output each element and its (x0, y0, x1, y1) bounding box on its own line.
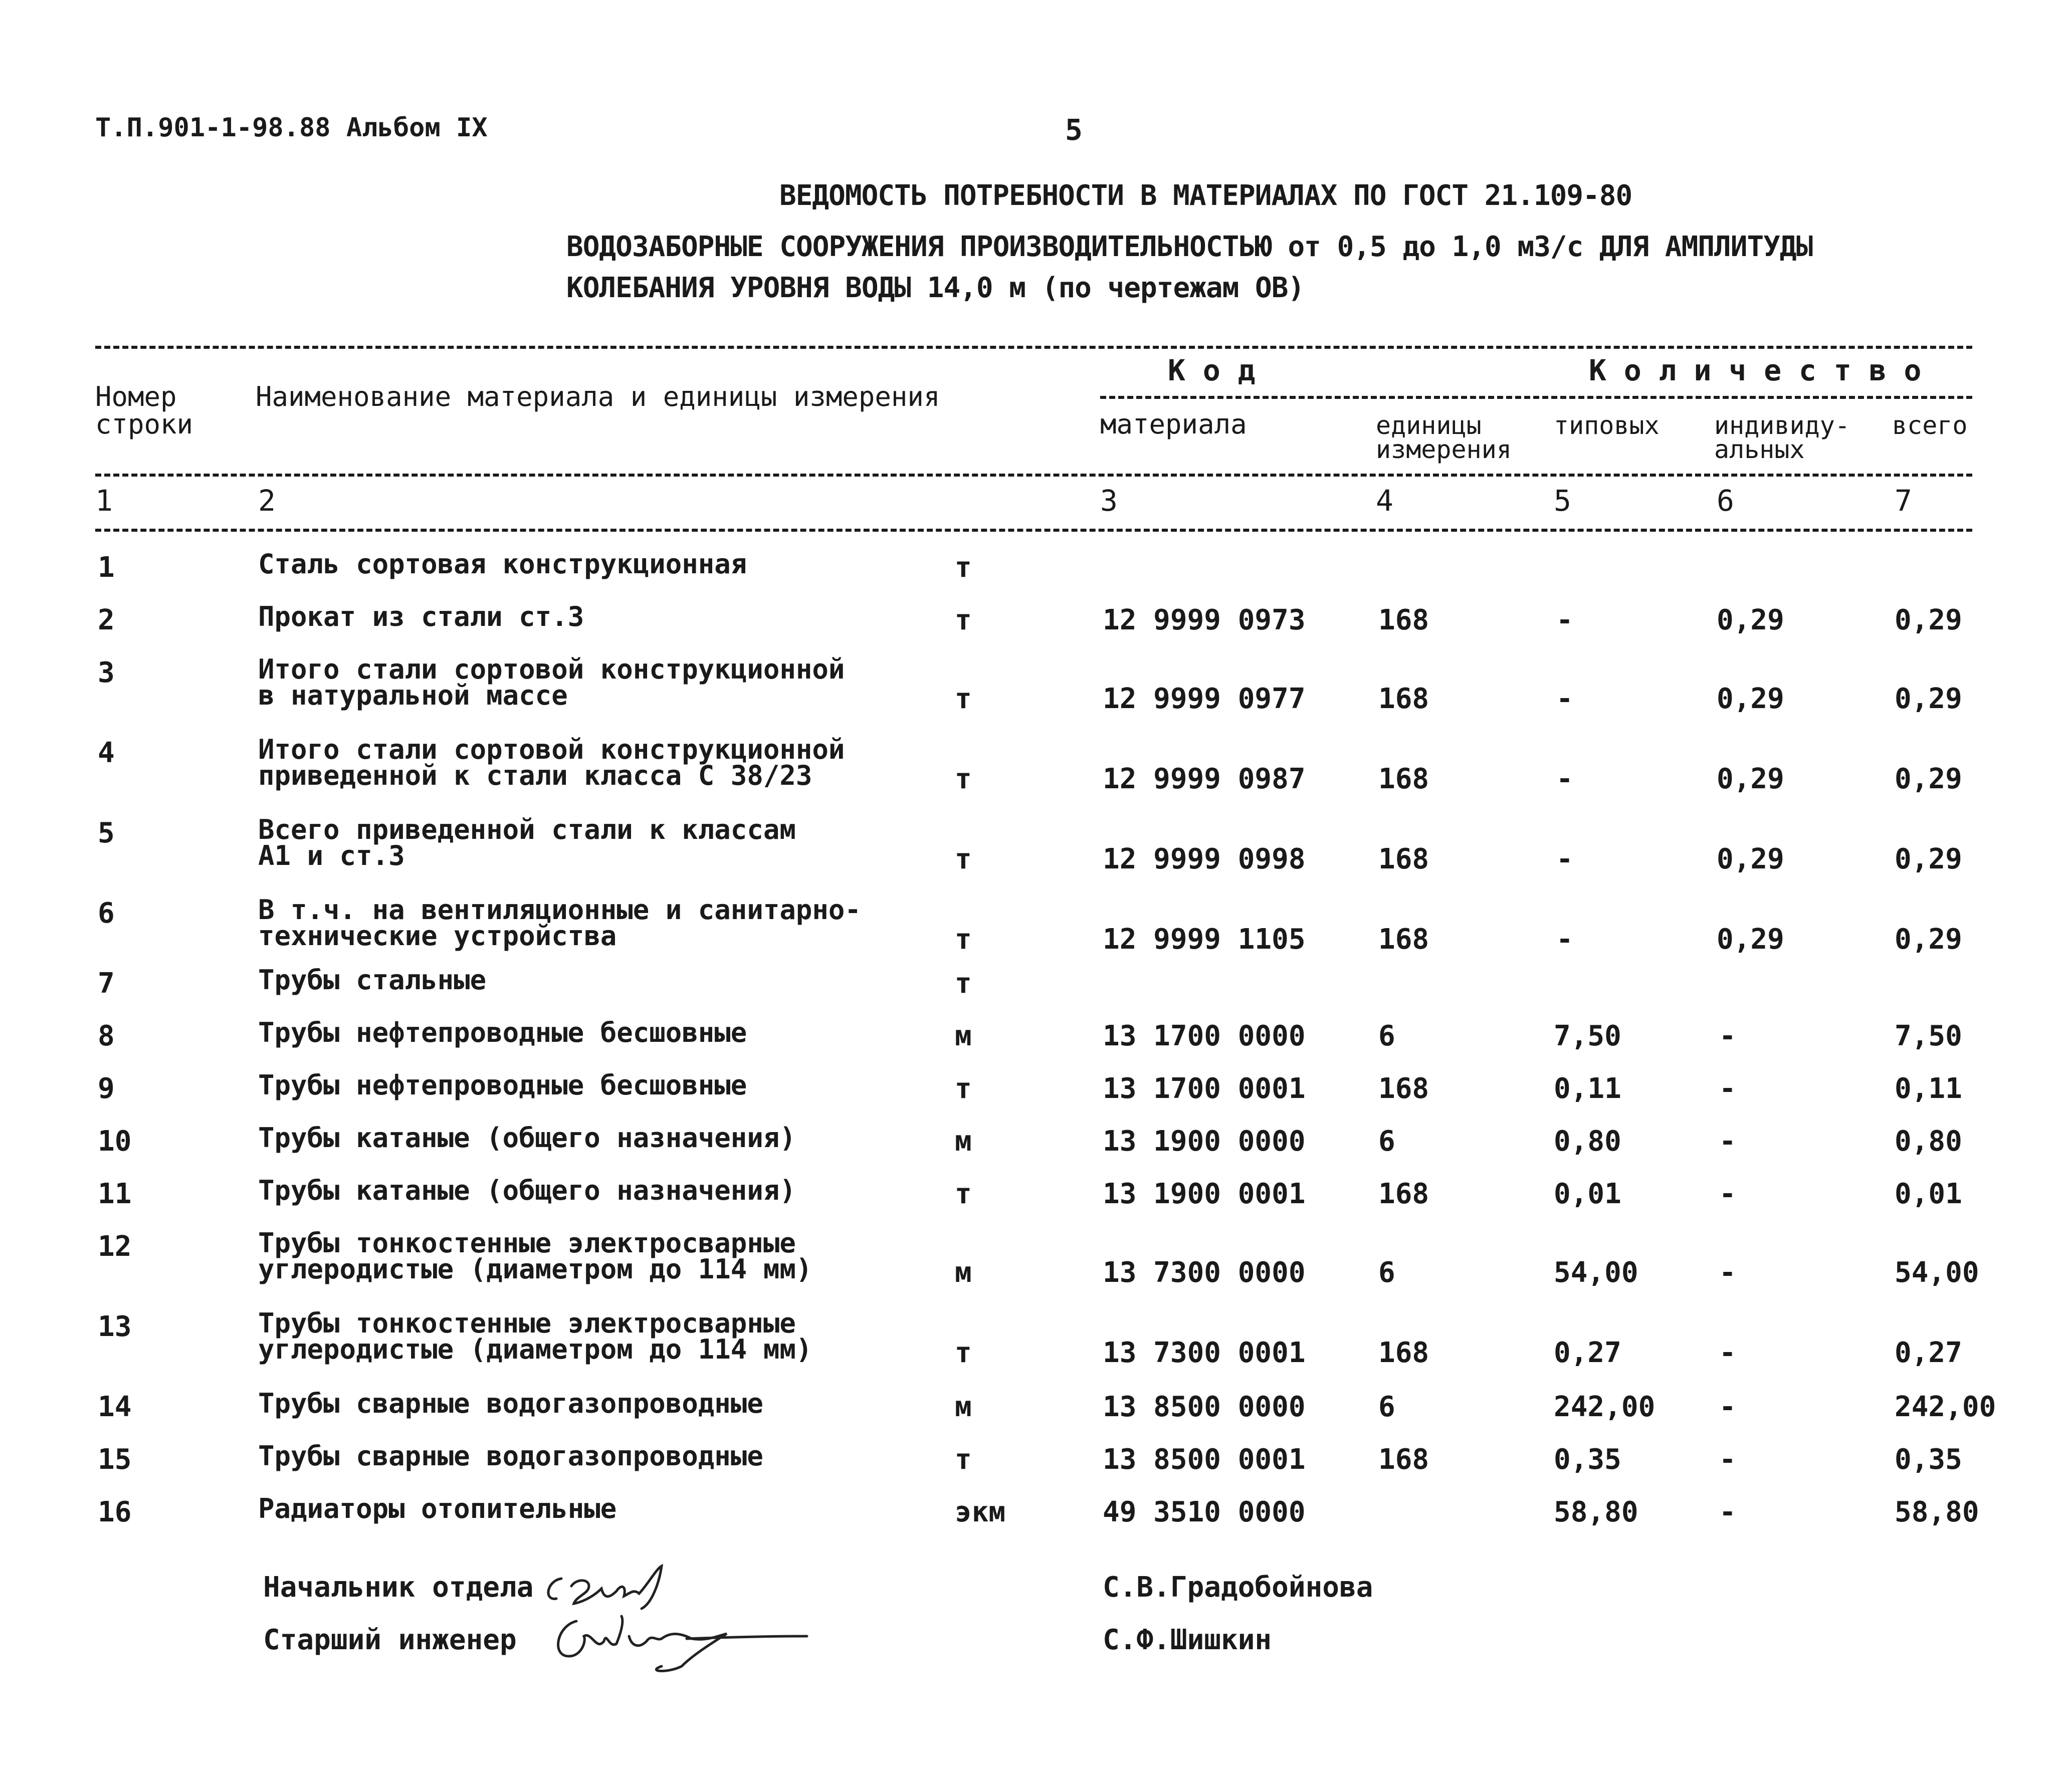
material-code-cell: 13 7300 0000 (1103, 1256, 1306, 1289)
row-number-cell: 1 (98, 551, 115, 584)
header-material-code: материала (1100, 408, 1247, 440)
material-name-line: Всего приведенной стали к классам (258, 814, 796, 845)
column-number: 6 (1717, 484, 1734, 518)
individual-qty-cell: - (1719, 1256, 1736, 1289)
unit-cell: т (955, 763, 972, 795)
total-qty-cell: 0,29 (1895, 604, 1962, 636)
unit-code-cell: 168 (1378, 763, 1429, 795)
sheet-title: ВЕДОМОСТЬ ПОТРЕБНОСТИ В МАТЕРИАЛАХ ПО ГОСТ 21.109-80 (779, 179, 1632, 212)
material-name-line: Трубы нефтепроводные бесшовные (258, 1017, 747, 1048)
material-name-line: в натуральной массе (258, 680, 568, 711)
unit-cell: т (955, 604, 972, 636)
header-total: всего (1892, 411, 1968, 440)
material-code-cell: 13 7300 0001 (1103, 1337, 1306, 1369)
header-material-name: Наименование материала и единицы измерения (256, 381, 940, 412)
unit-cell: т (955, 1178, 972, 1210)
material-name-line: Трубы стальные (258, 964, 487, 996)
signature-name: С.Ф.Шишкин (1103, 1624, 1272, 1656)
row-number-cell: 6 (98, 897, 115, 930)
unit-cell: т (955, 1072, 972, 1105)
individual-qty-cell: - (1719, 1020, 1736, 1052)
header-row-number-2: строки (95, 408, 193, 440)
total-qty-cell: 0,27 (1895, 1337, 1962, 1369)
typical-qty-cell: - (1556, 683, 1573, 715)
code-group-rule (1100, 396, 1972, 399)
typical-qty-cell: - (1556, 843, 1573, 875)
individual-qty-cell: 0,29 (1717, 763, 1784, 795)
total-qty-cell: 0,29 (1895, 763, 1962, 795)
unit-cell: т (955, 923, 972, 956)
total-qty-cell: 242,00 (1895, 1391, 1996, 1423)
individual-qty-cell: - (1719, 1337, 1736, 1369)
row-number-cell: 11 (98, 1178, 132, 1210)
material-name-line: приведенной к стали класса С 38/23 (258, 760, 812, 791)
individual-qty-cell: 0,29 (1717, 683, 1784, 715)
total-qty-cell: 0,80 (1895, 1125, 1962, 1158)
row-number-cell: 13 (98, 1310, 132, 1343)
column-number-rule (95, 529, 1972, 532)
signature-name: С.В.Градобойнова (1103, 1571, 1373, 1604)
sheet-subtitle-line2: КОЛЕБАНИЯ УРОВНЯ ВОДЫ 14,0 м (по чертежам ОВ) (566, 272, 1305, 304)
unit-cell: м (955, 1256, 972, 1289)
material-name-line: А1 и ст.3 (258, 840, 405, 871)
header-quantity-group: К о л и ч е с т в о (1589, 353, 1922, 387)
unit-code-cell: 168 (1378, 1072, 1429, 1105)
unit-code-cell: 168 (1378, 604, 1429, 636)
column-number: 2 (258, 484, 276, 518)
typical-qty-cell: 54,00 (1554, 1256, 1638, 1289)
individual-qty-cell: 0,29 (1717, 923, 1784, 956)
unit-code-cell: 6 (1378, 1391, 1395, 1423)
material-code-cell: 12 9999 0987 (1103, 763, 1306, 795)
material-code-cell: 13 8500 0000 (1103, 1391, 1306, 1423)
unit-cell: т (955, 1443, 972, 1476)
individual-qty-cell: - (1719, 1178, 1736, 1210)
material-code-cell: 13 8500 0001 (1103, 1443, 1306, 1476)
individual-qty-cell: - (1719, 1496, 1736, 1528)
total-qty-cell: 0,11 (1895, 1072, 1962, 1105)
material-name-line: Трубы катаные (общего назначения) (258, 1175, 796, 1206)
header-unit-code-1: единицы (1376, 411, 1482, 440)
typical-qty-cell: 0,35 (1554, 1443, 1621, 1476)
material-name-line: Трубы сварные водогазопроводные (258, 1440, 763, 1472)
material-name-line: Итого стали сортовой конструкционной (258, 653, 845, 685)
row-number-cell: 12 (98, 1230, 132, 1263)
row-number-cell: 14 (98, 1391, 132, 1423)
typical-qty-cell: 58,80 (1554, 1496, 1638, 1528)
unit-code-cell: 168 (1378, 1337, 1429, 1369)
total-qty-cell: 0,29 (1895, 843, 1962, 875)
material-name-line: Сталь сортовая конструкционная (258, 548, 747, 580)
row-number-cell: 4 (98, 737, 115, 769)
column-number: 3 (1100, 484, 1118, 518)
column-number: 7 (1895, 484, 1912, 518)
unit-code-cell: 6 (1378, 1256, 1395, 1289)
unit-cell: т (955, 843, 972, 875)
unit-code-cell: 168 (1378, 1178, 1429, 1210)
column-number: 5 (1554, 484, 1571, 518)
material-code-cell: 12 9999 0977 (1103, 683, 1306, 715)
individual-qty-cell: - (1719, 1125, 1736, 1158)
typical-qty-cell: 0,11 (1554, 1072, 1621, 1105)
typical-qty-cell: 242,00 (1554, 1391, 1655, 1423)
unit-cell: т (955, 551, 972, 584)
header-typical: типовых (1554, 411, 1660, 440)
total-qty-cell: 0,35 (1895, 1443, 1962, 1476)
individual-qty-cell: - (1719, 1072, 1736, 1105)
row-number-cell: 16 (98, 1496, 132, 1528)
individual-qty-cell: - (1719, 1443, 1736, 1476)
typical-qty-cell: - (1556, 604, 1573, 636)
unit-cell: т (955, 683, 972, 715)
unit-cell: экм (955, 1496, 1006, 1528)
unit-cell: м (955, 1125, 972, 1158)
material-code-cell: 13 1700 0000 (1103, 1020, 1306, 1052)
material-code-cell: 13 1700 0001 (1103, 1072, 1306, 1105)
material-code-cell: 49 3510 0000 (1103, 1496, 1306, 1528)
typical-qty-cell: 7,50 (1554, 1020, 1621, 1052)
table-top-rule (95, 346, 1972, 349)
signature-role: Начальник отдела (263, 1571, 534, 1604)
material-code-cell: 12 9999 0998 (1103, 843, 1306, 875)
row-number-cell: 3 (98, 656, 115, 689)
material-name-line: Итого стали сортовой конструкционной (258, 734, 845, 765)
unit-code-cell: 6 (1378, 1020, 1395, 1052)
header-individual-2: альных (1714, 435, 1805, 464)
row-number-cell: 5 (98, 817, 115, 849)
row-number-cell: 7 (98, 967, 115, 1000)
material-name-line: технические устройства (258, 920, 617, 952)
individual-qty-cell: 0,29 (1717, 843, 1784, 875)
material-name-line: углеродистые (диаметром до 114 мм) (258, 1334, 812, 1365)
total-qty-cell: 58,80 (1895, 1496, 1979, 1528)
material-name-line: Трубы нефтепроводные бесшовные (258, 1069, 747, 1101)
unit-cell: м (955, 1020, 972, 1052)
typical-qty-cell: 0,80 (1554, 1125, 1621, 1158)
total-qty-cell: 54,00 (1895, 1256, 1979, 1289)
handwritten-signature-2 (546, 1601, 827, 1676)
typical-qty-cell: 0,01 (1554, 1178, 1621, 1210)
page-number: 5 (1065, 113, 1083, 147)
column-number: 4 (1376, 484, 1393, 518)
unit-code-cell: 168 (1378, 843, 1429, 875)
material-code-cell: 13 1900 0001 (1103, 1178, 1306, 1210)
document-reference: Т.П.901-1-98.88 Альбом IX (95, 113, 488, 143)
total-qty-cell: 0,01 (1895, 1178, 1962, 1210)
row-number-cell: 10 (98, 1125, 132, 1158)
material-name-line: Трубы катаные (общего назначения) (258, 1122, 796, 1154)
material-code-cell: 12 9999 0973 (1103, 604, 1306, 636)
unit-cell: т (955, 1337, 972, 1369)
sheet-subtitle-line1: ВОДОЗАБОРНЫЕ СООРУЖЕНИЯ ПРОИЗВОДИТЕЛЬНОСТЬЮ от 0,5 до 1,0 м3/с ДЛЯ АМПЛИТУДЫ (566, 231, 1813, 263)
material-name-line: Трубы сварные водогазопроводные (258, 1388, 763, 1419)
individual-qty-cell: 0,29 (1717, 604, 1784, 636)
header-unit-code-2: измерения (1376, 435, 1512, 464)
total-qty-cell: 0,29 (1895, 923, 1962, 956)
typical-qty-cell: - (1556, 923, 1573, 956)
unit-code-cell: 168 (1378, 1443, 1429, 1476)
total-qty-cell: 0,29 (1895, 683, 1962, 715)
unit-code-cell: 168 (1378, 923, 1429, 956)
row-number-cell: 15 (98, 1443, 132, 1476)
header-row-number-1: Номер (95, 381, 177, 412)
unit-code-cell: 6 (1378, 1125, 1395, 1158)
material-name-line: углеродистые (диаметром до 114 мм) (258, 1253, 812, 1285)
individual-qty-cell: - (1719, 1391, 1736, 1423)
typical-qty-cell: 0,27 (1554, 1337, 1621, 1369)
material-code-cell: 12 9999 1105 (1103, 923, 1306, 956)
row-number-cell: 2 (98, 604, 115, 636)
material-name-line: Радиаторы отопительные (258, 1493, 617, 1524)
material-name-line: Трубы тонкостенные электросварные (258, 1307, 796, 1339)
material-name-line: Прокат из стали ст.3 (258, 601, 584, 632)
row-number-cell: 9 (98, 1072, 115, 1105)
total-qty-cell: 7,50 (1895, 1020, 1962, 1052)
row-number-cell: 8 (98, 1020, 115, 1052)
material-code-cell: 13 1900 0000 (1103, 1125, 1306, 1158)
typical-qty-cell: - (1556, 763, 1573, 795)
unit-cell: т (955, 967, 972, 1000)
unit-code-cell: 168 (1378, 683, 1429, 715)
header-bottom-rule (95, 474, 1972, 477)
column-number: 1 (95, 484, 113, 518)
signature-role: Старший инженер (263, 1624, 517, 1656)
material-name-line: В т.ч. на вентиляционные и санитарно- (258, 894, 861, 926)
header-code-group: К о д (1168, 353, 1256, 387)
material-name-line: Трубы тонкостенные электросварные (258, 1227, 796, 1259)
header-individual-1: индивиду- (1714, 411, 1850, 440)
unit-cell: м (955, 1391, 972, 1423)
